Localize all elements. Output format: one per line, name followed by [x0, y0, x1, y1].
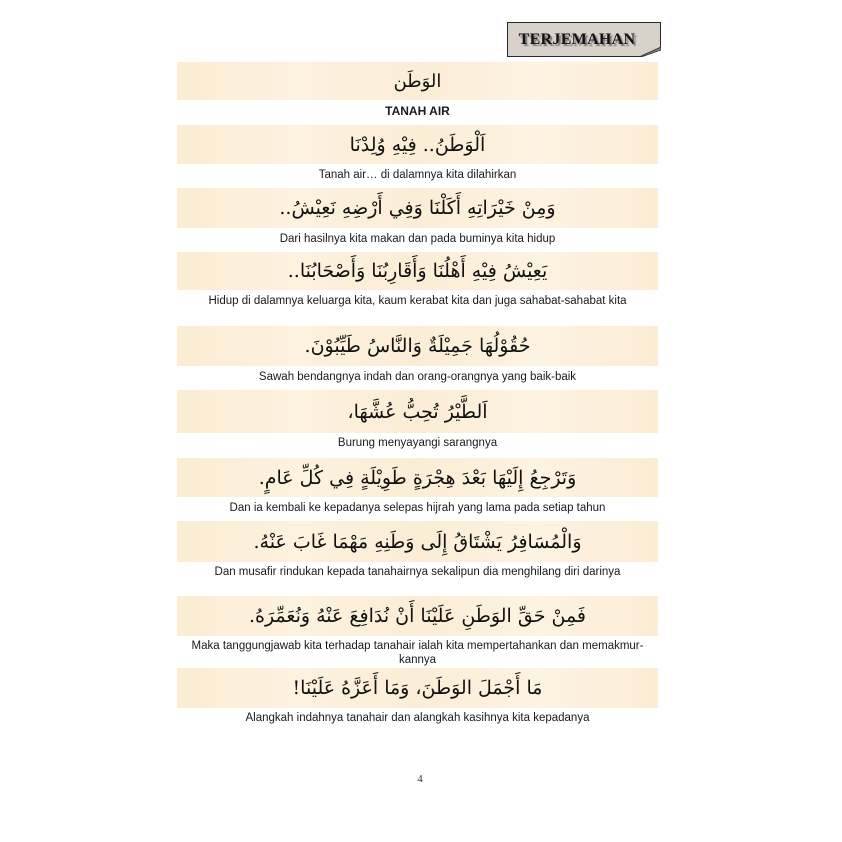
verse-arabic: وَالْمُسَافِرُ يَشْتَاقُ إِلَى وَطَنِهِ مَهْمَا غَابَ عَنْهُ.: [253, 530, 582, 553]
verse-band: [177, 668, 658, 708]
verse-band: [177, 521, 658, 562]
verse-band: [177, 390, 658, 433]
page-number: 4: [417, 773, 423, 785]
verse-arabic: اَلطَّيْرُ تُحِبُّ عُشَّهَا،: [347, 400, 488, 423]
title-translation: TANAH AIR: [385, 104, 450, 118]
verse-arabic: يَعِيْشُ فِيْهِ أَهْلُنَا وَأَقَارِبُنَا وَأَصْحَابُنَا..: [287, 260, 548, 282]
verse-band: [177, 458, 658, 497]
verse-arabic: مَا أَجْمَلَ الوَطَنَ، وَمَا أَعَزَّهُ عَلَيْنَا!: [292, 677, 543, 699]
verse-band: [177, 596, 658, 636]
verse-translation: Dan musafir rindukan kepada tanahairnya sekalipun dia menghilang diri darinya: [214, 566, 621, 578]
verse-translation: Sawah bendangnya indah dan orang-orangnya yang baik-baik: [258, 371, 577, 383]
verse-band: [177, 252, 658, 290]
verse-band: [177, 188, 658, 228]
verse-arabic: وَتَرْجِعُ إِلَيْهَا بَعْدَ هِجْرَةٍ طَوِيْلَةٍ فِي كُلِّ عَامٍ.: [258, 466, 577, 489]
verse-translation: Dari hasilnya kita makan dan pada buminya kita hidup: [279, 233, 556, 245]
verse-arabic: اَلْوَطَنُ.. فِيْهِ وُلِدْنَا: [349, 133, 486, 156]
title-arabic: الوَطَن: [393, 70, 442, 92]
verse-band: [177, 326, 658, 366]
verse-translation: Hidup di dalamnya keluarga kita, kaum kerabat kita dan juga sahabat-sahabat kita: [208, 295, 627, 307]
section-label: TERJEMAHAN: [518, 31, 636, 48]
verse-band: [177, 125, 658, 164]
title-band: [177, 62, 658, 100]
verse-translation: Alangkah indahnya tanahair dan alangkah kasihnya kita kepadanya: [245, 712, 590, 724]
verse-translation: Tanah air… di dalamnya kita dilahirkan: [318, 169, 517, 181]
verse-arabic: فَمِنْ حَقِّ الوَطَنِ عَلَيْنَا أَنْ نُدَافِعَ عَنْهُ وَنُعَمِّرَهُ.: [248, 605, 587, 627]
verse-translation: Burung menyayangi sarangnya: [337, 437, 498, 449]
verse-translation: Maka tanggungjawab kita terhadap tanahair ialah kita mempertahankan dan memakmur-kannya: [191, 640, 644, 666]
verse-translation: Dan ia kembali ke kepadanya selepas hijrah yang lama pada setiap tahun: [229, 502, 606, 514]
verse-arabic: وَمِنْ خَيْرَاتِهِ أَكَلْنَا وَفِي أَرْضِهِ نَعِيْشُ..: [279, 197, 556, 219]
verse-arabic: حُقُوْلُهَا جَمِيْلَةٌ وَالنَّاسُ طَيِّبُوْنَ.: [304, 335, 531, 357]
